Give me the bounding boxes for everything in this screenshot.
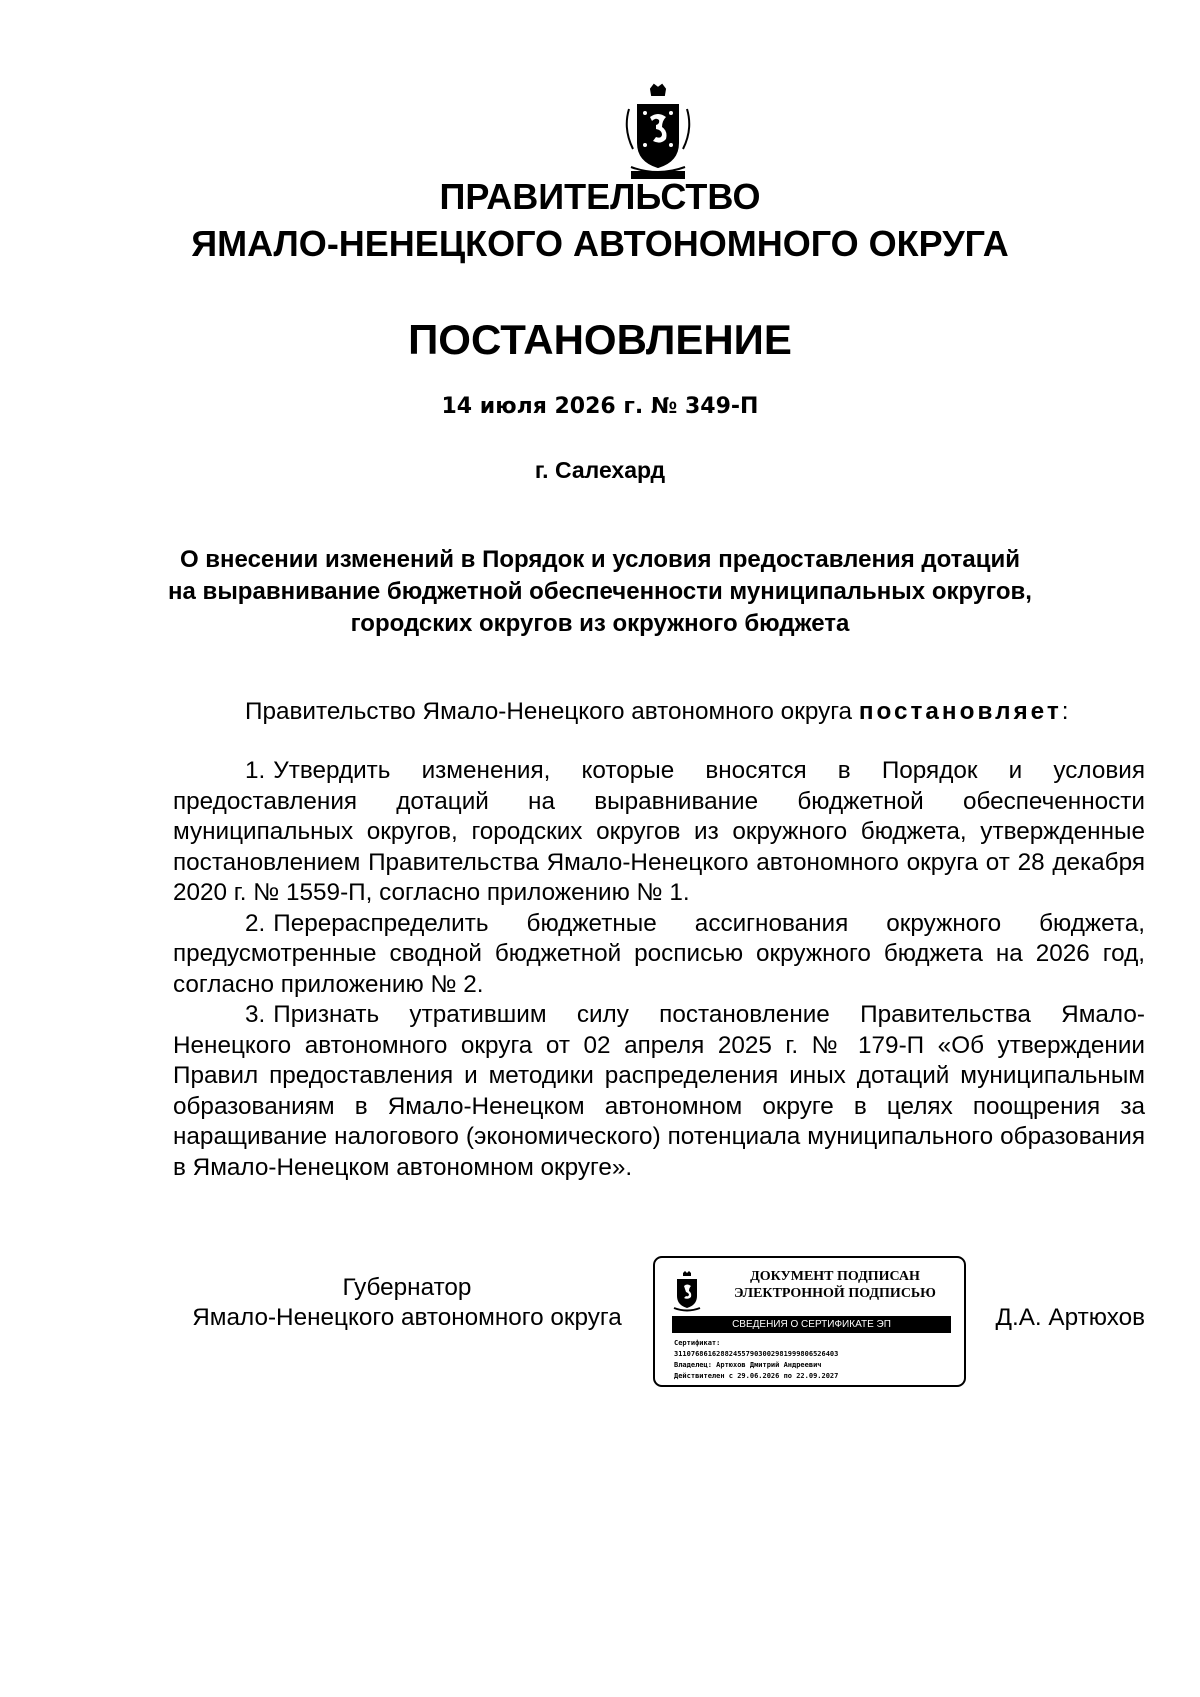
certificate-validity: Действителен с 29.06.2026 по 22.09.2027 bbox=[674, 1372, 839, 1380]
yanao-coat-of-arms-icon bbox=[670, 1270, 704, 1314]
government-title-line1: ПРАВИТЕЛЬСТВО bbox=[439, 176, 761, 217]
clause-2 bbox=[173, 909, 1145, 1001]
subject-line: городских округов из окружного бюджета bbox=[350, 610, 850, 637]
yanao-coat-of-arms-icon bbox=[621, 83, 695, 183]
clause-3 bbox=[173, 1000, 1145, 1183]
clause-text: Перераспределить бюджетные ассигнования окружного бюджета, предусмотренные сводной бюджетной росписью окружного бюджета на 2026 год, согласно приложению № 2. bbox=[173, 909, 1145, 998]
clause-text: Утвердить изменения, которые вносятся в Порядок и условия предоставления дотаций на выравнивание бюджетной обеспеченности муниципальных округов, городских округов из окружного бюджета, утвержденные постановлением Правительства Ямало-Ненецкого автономного округа от 28 декабря 2020 г. № 1559-П, согласно приложению № 1. bbox=[173, 757, 1145, 906]
certificate-number: 311076861628824557903002981999806526403 bbox=[674, 1350, 839, 1358]
document-type: ПОСТАНОВЛЕНИЕ bbox=[408, 316, 792, 363]
government-title-line2: ЯМАЛО-НЕНЕЦКОГО АВТОНОМНОГО ОКРУГА bbox=[191, 223, 1009, 264]
document-subject bbox=[150, 544, 1050, 640]
signatory-position-line1: Губернатор bbox=[342, 1274, 472, 1301]
document-date-number: 14 июля 2026 г. № 349-П bbox=[441, 394, 759, 419]
electronic-signature-stamp bbox=[653, 1256, 966, 1387]
subject-line: О внесении изменений в Порядок и условия предоставления дотаций bbox=[179, 546, 1021, 573]
clause-number: 2. bbox=[245, 909, 266, 937]
preamble bbox=[173, 697, 1145, 728]
stamp-heading-line2: ЭЛЕКТРОННОЙ ПОДПИСЬЮ bbox=[734, 1286, 936, 1301]
preamble-text: Правительство Ямало-Ненецкого автономного округа bbox=[245, 698, 859, 725]
clause-1 bbox=[173, 756, 1145, 909]
signatory-position-line2: Ямало-Ненецкого автономного округа bbox=[192, 1304, 622, 1331]
signatory-name: Д.А. Артюхов bbox=[995, 1304, 1145, 1331]
stamp-heading-line1: ДОКУМЕНТ ПОДПИСАН bbox=[750, 1269, 920, 1284]
certificate-details bbox=[674, 1338, 959, 1382]
stamp-heading bbox=[715, 1268, 955, 1302]
certificate-info-bar: СВЕДЕНИЯ О СЕРТИФИКАТЕ ЭП bbox=[672, 1316, 951, 1333]
clause-number: 3. bbox=[245, 1001, 266, 1028]
clauses-list bbox=[173, 756, 1145, 1183]
document-place: г. Салехард bbox=[534, 457, 666, 483]
certificate-owner: Владелец: Артюхов Дмитрий Андреевич bbox=[674, 1361, 822, 1369]
clause-text: Признать утратившим силу постановление Правительства Ямало-Ненецкого автономного округа от 02 апреля 2025 г. № 179-П «Об утверждении Правил предоставления и методики распределения иных дотаций муниципальным образованиям в Ямало-Ненецком автономном округе в целях поощрения за наращивание налогового (экономического) потенциала муниципального образования в Ямало-Ненецком автономном округе». bbox=[173, 1001, 1145, 1181]
preamble-suffix: : bbox=[1061, 698, 1069, 725]
clause-number: 1. bbox=[245, 757, 266, 784]
certificate-label: Сертификат: bbox=[674, 1339, 721, 1347]
preamble-keyword: постановляет bbox=[858, 698, 1062, 725]
subject-line: на выравнивание бюджетной обеспеченности муниципальных округов, bbox=[168, 578, 1032, 605]
